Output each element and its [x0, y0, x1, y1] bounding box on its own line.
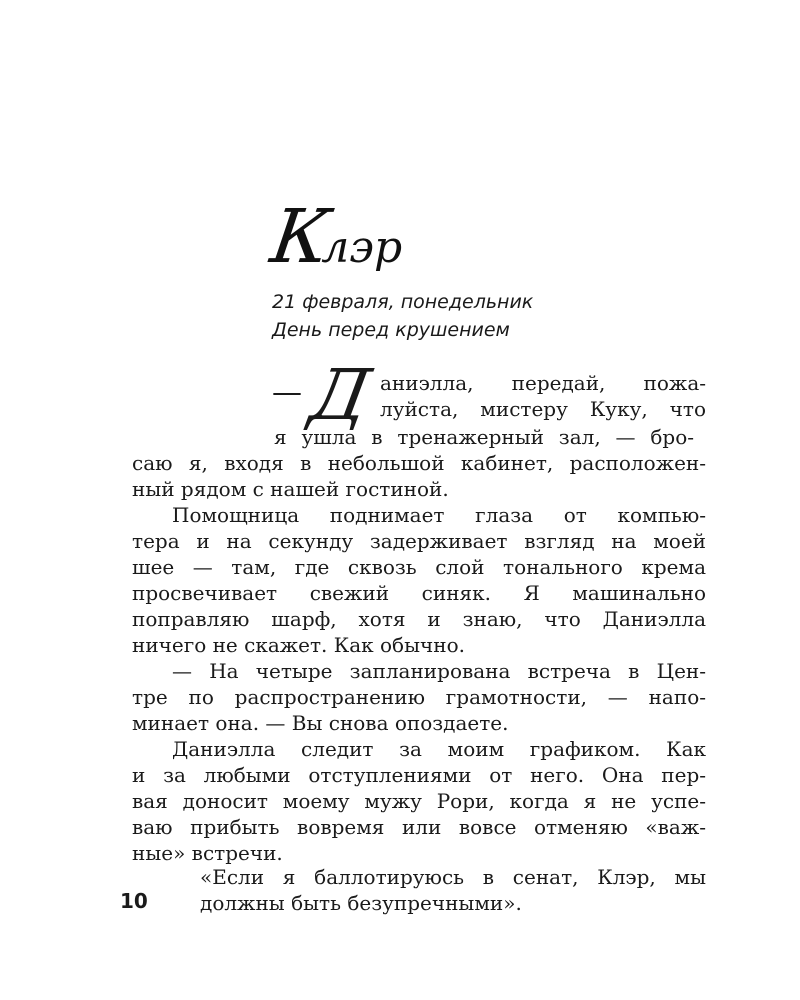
text-line: ваю прибыть вовремя или вовсе отменяю «важ-	[132, 815, 706, 839]
text-line: тре по распространению грамотности, — напо-	[132, 685, 706, 709]
text-line: и за любыми отступлениями от него. Она пер-	[132, 763, 706, 787]
text-line: минает она. — Вы снова опоздаете.	[132, 711, 509, 735]
text-line: аниэлла, передай, пожа-	[380, 371, 706, 395]
text-line: — На четыре запланирована встреча в Цен-	[172, 659, 706, 683]
chapter-date: 21 февраля, понедельник	[272, 291, 534, 313]
dropcap-letter: Д	[304, 354, 377, 436]
text-line: ничего не скажет. Как обычно.	[132, 633, 465, 657]
chapter-title	[265, 194, 672, 280]
text-line: просвечивает свежий синяк. Я машинально	[132, 581, 706, 605]
text-line: шее — там, где сквозь слой тонального крема	[132, 555, 706, 579]
dropcap-dash: —	[272, 375, 302, 410]
text-line: вая доносит моему мужу Рори, когда я не успе-	[132, 789, 706, 813]
text-line: ный рядом с нашей гостиной.	[132, 477, 449, 501]
text-line: Даниэлла следит за моим графиком. Как	[172, 737, 706, 761]
page-number: 10	[120, 889, 148, 913]
text-line: Помощница поднимает глаза от компью-	[172, 503, 706, 527]
chapter-meta	[272, 288, 692, 344]
text-line: луйста, мистеру Куку, что	[380, 397, 706, 421]
text-line: саю я, входя в небольшой кабинет, расположен-	[132, 451, 706, 475]
chapter-title-rest: лэр	[321, 222, 403, 273]
text-line: тера и на секунду задерживает взгляд на моей	[132, 529, 706, 553]
text-line: «Если я баллотируюсь в сенат, Клэр, мы	[200, 865, 706, 889]
text-line: должны быть безупречными».	[200, 891, 522, 915]
text-line: ные» встречи.	[132, 841, 283, 865]
chapter-title-initial: К	[265, 194, 334, 280]
chapter-subtitle: День перед крушением	[272, 319, 510, 341]
text-line: я ушла в тренажерный зал, — бро-	[274, 425, 694, 449]
text-line: поправляю шарф, хотя и знаю, что Даниэлла	[132, 607, 706, 631]
